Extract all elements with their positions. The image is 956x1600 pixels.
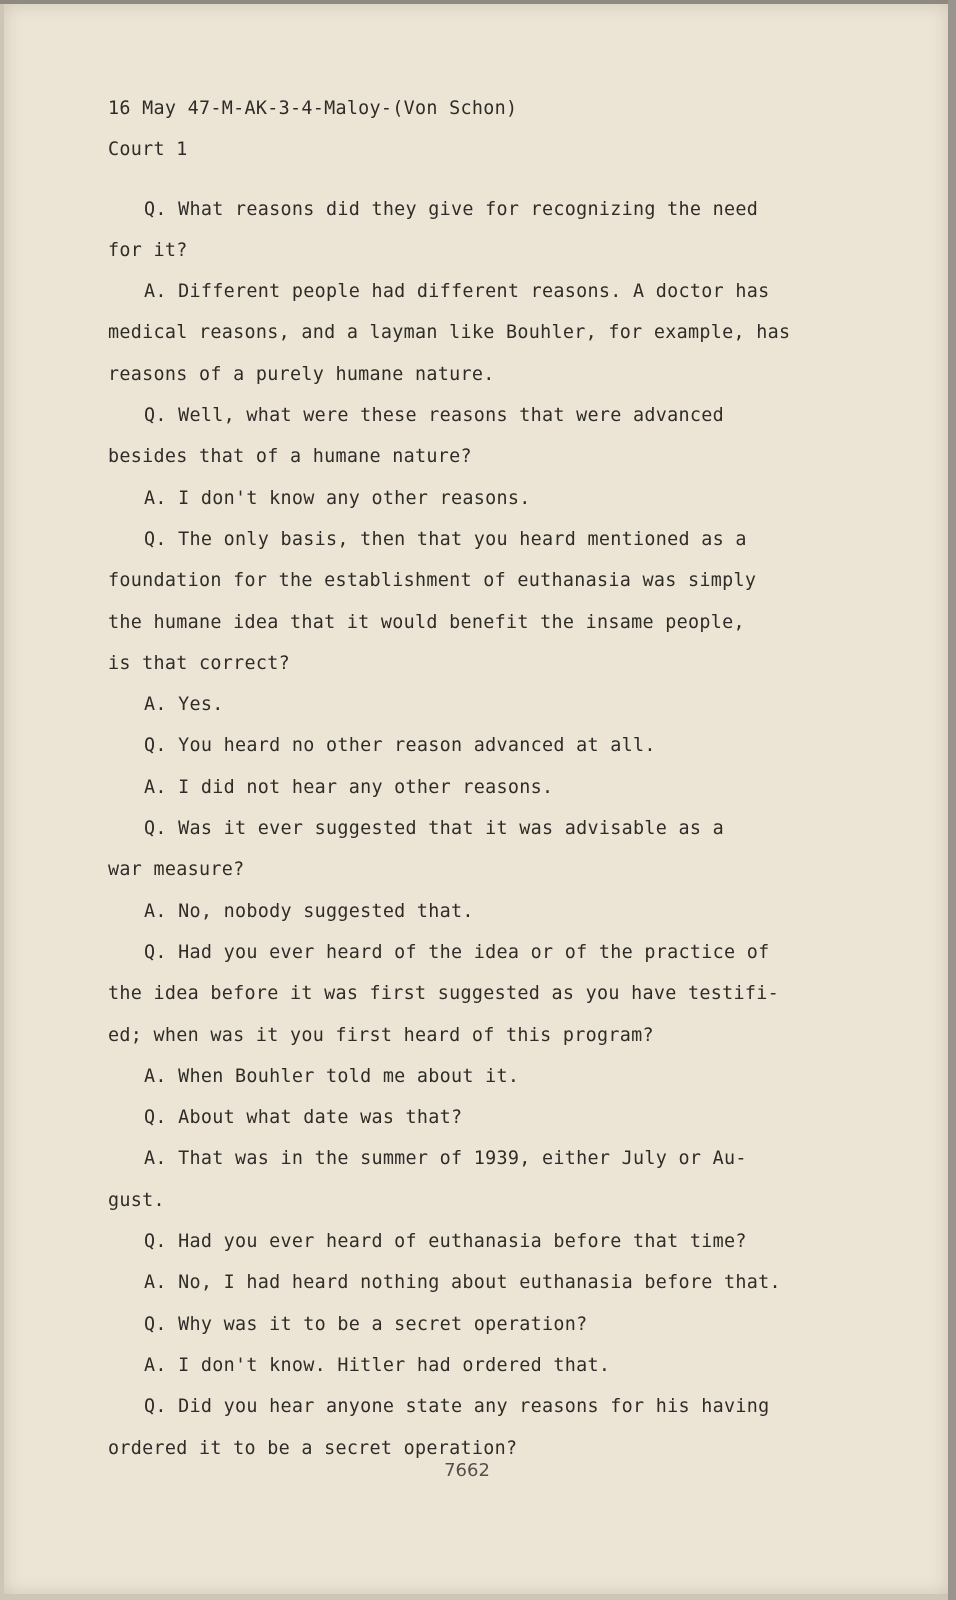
transcript-line-speaker: A. No, nobody suggested that.: [144, 900, 474, 922]
transcript-line-speaker: Q. The only basis, then that you heard mentioned as a: [144, 528, 747, 550]
transcript-line-continuation: is that correct?: [108, 652, 290, 674]
transcript-line-continuation: medical reasons, and a layman like Bouhler, for example, has: [108, 322, 791, 344]
transcript-body: [108, 189, 848, 1469]
transcript-line-continuation: war measure?: [108, 859, 245, 881]
transcript-line-speaker: A. That was in the summer of 1939, either July or Au-: [144, 1148, 747, 1170]
header-court: Court 1: [108, 139, 188, 161]
transcript-line-speaker: A. Different people had different reasons. A doctor has: [144, 281, 770, 303]
transcript-line-speaker: Q. About what date was that?: [144, 1107, 463, 1129]
transcript-line-speaker: A. Yes.: [144, 694, 224, 716]
transcript-line-speaker: A. I don't know. Hitler had ordered that.: [144, 1354, 611, 1376]
typewritten-page: [4, 4, 948, 1594]
transcript-line-continuation: gust.: [108, 1189, 165, 1211]
transcript-line-continuation: for it?: [108, 239, 188, 261]
transcript-line-speaker: Q. Well, what were these reasons that were advanced: [144, 405, 724, 427]
transcript-line-speaker: Q. Was it ever suggested that it was advisable as a: [144, 818, 724, 840]
transcript-line-speaker: Q. You heard no other reason advanced at all.: [144, 735, 656, 757]
header-reference: 16 May 47-M-AK-3-4-Maloy-(Von Schon): [108, 98, 518, 119]
transcript-line-continuation: reasons of a purely humane nature.: [108, 363, 495, 385]
header-gap: [108, 171, 848, 189]
scan-edge-right: [948, 0, 956, 1600]
page-number: 7662: [444, 1460, 490, 1481]
transcript-line-speaker: Q. Did you hear anyone state any reasons for his having: [144, 1396, 770, 1418]
transcript-line-continuation: besides that of a humane nature?: [108, 446, 472, 468]
transcript-line-speaker: Q. Had you ever heard of euthanasia before that time?: [144, 1231, 747, 1253]
transcript-line-speaker: A. When Bouhler told me about it.: [144, 1065, 520, 1087]
transcript-line-continuation: the idea before it was first suggested as you have testifi-: [108, 983, 779, 1005]
transcript-line-speaker: Q. Had you ever heard of the idea or of the practice of: [144, 941, 770, 963]
transcript-line-continuation: the humane idea that it would benefit the insame people,: [108, 611, 745, 633]
page-text: [108, 88, 848, 1469]
transcript-line-speaker: A. I don't know any other reasons.: [144, 487, 531, 509]
transcript-line-continuation: ordered it to be a secret operation?: [108, 1437, 518, 1459]
transcript-line-continuation: ed; when was it you first heard of this program?: [108, 1024, 654, 1046]
transcript-line-speaker: A. I did not hear any other reasons.: [144, 776, 554, 798]
transcript-line-speaker: Q. Why was it to be a secret operation?: [144, 1313, 588, 1335]
transcript-line-speaker: Q. What reasons did they give for recognizing the need: [144, 198, 759, 220]
transcript-line-speaker: A. No, I had heard nothing about euthanasia before that.: [144, 1272, 781, 1294]
transcript-line-continuation: foundation for the establishment of euthanasia was simply: [108, 570, 757, 592]
